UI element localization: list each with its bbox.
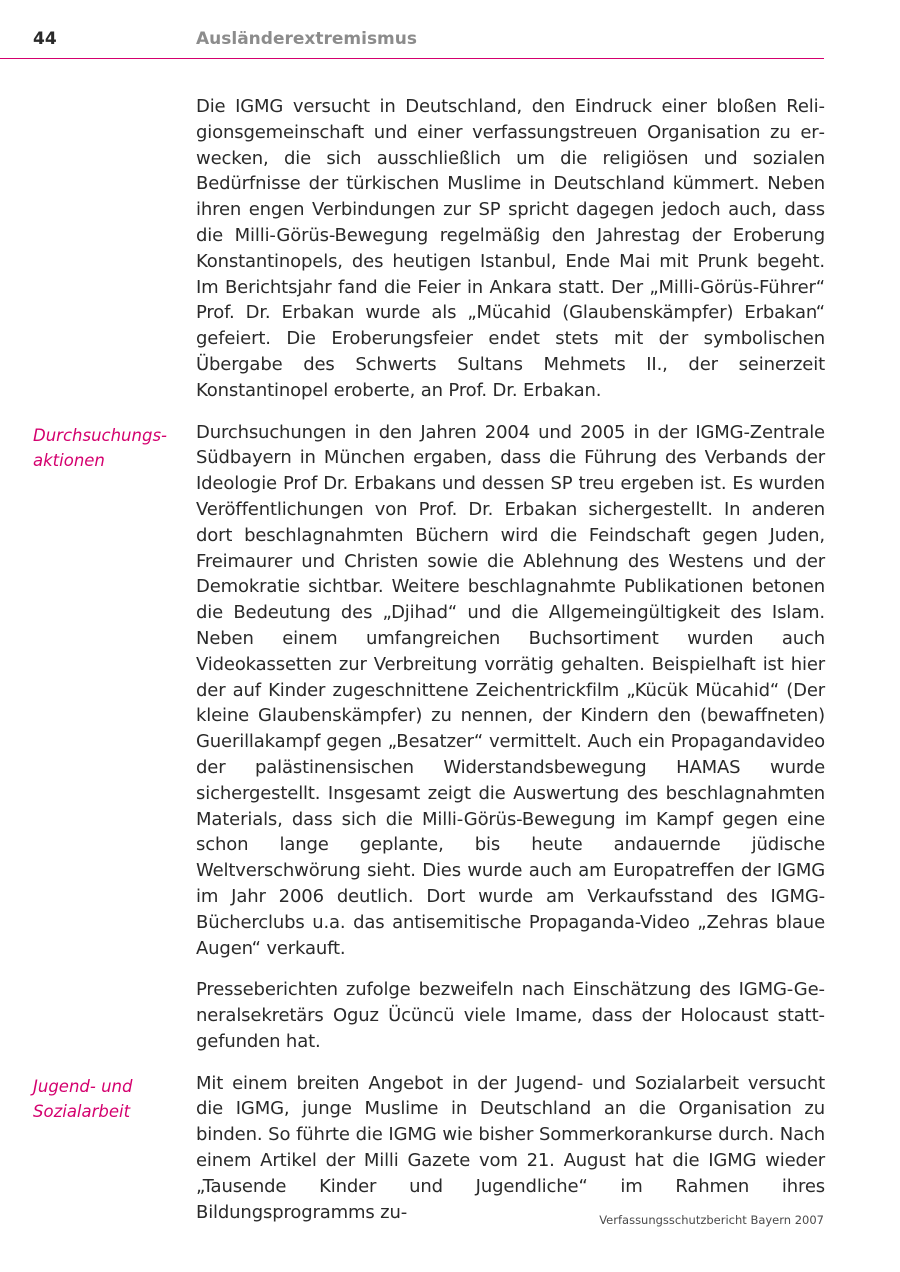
paragraph: Durchsuchungen in den Jahren 2004 und 2005 in der IGMG-Zentrale Südbayern in München ergaben, dass die Führung des Verbands der Ideologie Prof Dr. Erbakans und dessen SP treu ergeben ist. Es wurden Veröffentlichungen von Prof. Dr. Erbakan sichergestellt. In anderen dort beschlagnahmten Büchern wird die Feindschaft gegen Juden, Freimaurer und Christen sowie die Ablehnung des Westens und der Demokratie sichtbar. Weitere beschlagnahmte Publikationen betonen die Bedeutung des „Djihad“ und die Allgemeingültigkeit des Islam. Neben einem umfangreichen Buchsortiment wurden auch Videokassetten zur Verbreitung vorrätig gehalten. Beispielhaft ist hier der auf Kinder zugeschnittene Zeichentrickfilm „Kücük Mücahid“ (Der kleine Glaubenskämpfer) zu nennen, der Kindern den (bewaffneten) Guerillakampf gegen „Besatzer“ vermittelt. Auch ein Propagandavideo der palästinensischen Widerstandsbewegung HAMAS wurde sichergestellt. Insgesamt zeigt die Auswertung des beschlagnahmten Materials, dass sich die Milli-Görüs-Bewegung im Kampf gegen eine schon lange geplante, bis heute andauernde jüdische Weltverschwörung sieht. Dies wurde auch am Europatreffen der IGMG im Jahr 2006 deutlich. Dort wurde am Verkaufsstand des IGMG-Bücherclubs u.a. das antisemitische Propaganda-Video „Zehras blaue Augen“ verkauft. [196, 421, 825, 959]
page-header [0, 0, 824, 59]
paragraph: Mit einem breiten Angebot in der Jugend- und Sozialarbeit versucht die IGMG, junge Muslime in Deutschland an die Organisation zu binden. So führte die IGMG wie bisher Sommerkorankurse durch. Nach einem Artikel der Milli Gazete vom 21. August hat die IGMG wieder „Tausende Kinder und Jugendliche“ im Rahmen ihres Bildungsprogramms zu- [196, 1072, 825, 1223]
paragraph: Die IGMG versucht in Deutschland, den Eindruck einer bloßen Religionsgemeinschaft und einer verfassungstreuen Organisation zu erwecken, die sich ausschließlich um die religiösen und sozialen Bedürfnisse der türkischen Muslime in Deutschland kümmert. Neben ihren engen Verbindungen zur SP spricht dagegen jedoch auch, dass die Milli-Görüs-Bewegung regelmäßig den Jahrestag der Eroberung Konstantinopels, des heutigen Istanbul, Ende Mai mit Prunk begeht. Im Berichtsjahr fand die Feier in Ankara statt. Der „Milli-Görüs-Führer“ Prof. Dr. Erbakan wurde als „Mücahid (Glaubenskämpfer) Erbakan“ gefeiert. Die Eroberungsfeier endet stets mit der symbolischen Übergabe des Schwerts Sultans Mehmets II., der seinerzeit Konstantinopel eroberte, an Prof. Dr. Erbakan. [196, 96, 825, 401]
section-intro [0, 94, 900, 404]
page-footer: Verfassungsschutzbericht Bayern 2007 [599, 1213, 824, 1227]
margin-note-durchsuchungsaktionen: Durchsuchungs- aktionen [33, 425, 167, 471]
running-title: Ausländerextremismus [196, 29, 417, 49]
margin-note-jugend-und-sozialarbeit: Jugend- und Sozialarbeit [33, 1076, 133, 1122]
section-jugend-und-sozialarbeit [0, 1071, 900, 1226]
paragraph: Presseberichten zufolge bezweifeln nach Einschätzung des IGMG-Generalsekretärs Oguz Ücüncü viele Imame, dass der Holocaust stattgefunden hat. [196, 979, 825, 1052]
main-content [0, 94, 900, 1241]
page-number: 44 [33, 29, 57, 49]
section-durchsuchungsaktionen [0, 420, 900, 1055]
